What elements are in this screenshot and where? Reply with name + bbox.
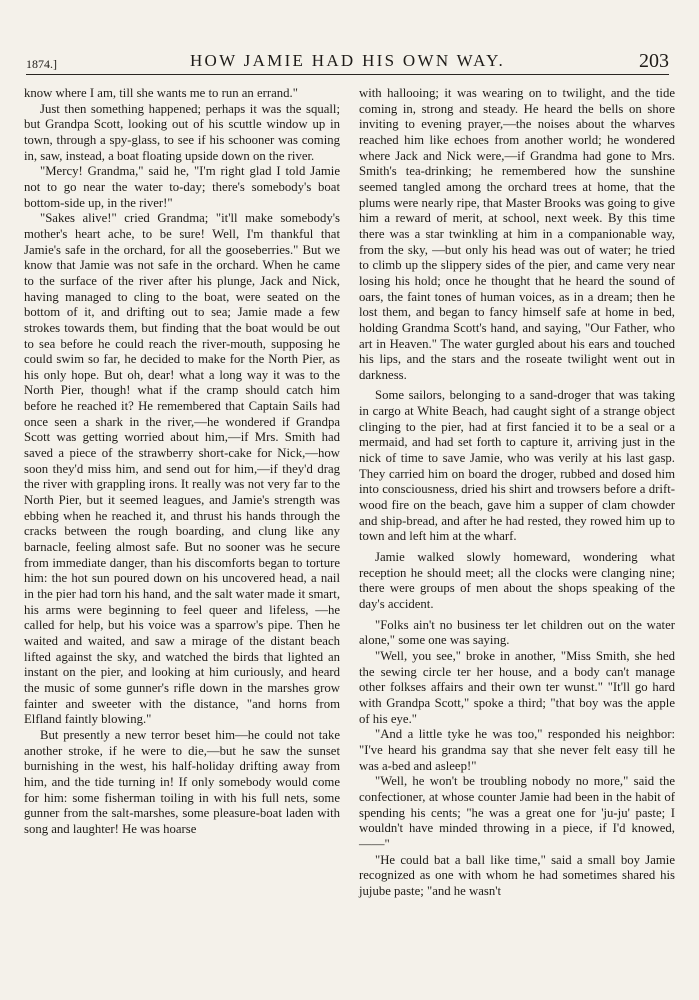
paragraph: "Well, you see," broke in another, "Miss Smith, she hed the sewing circle ter her house, and a body can't manage other folkses affairs and their own ter wunst." "It'll go hard with Grandpa Scott," spoke a third; "that boy was the apple of his eye.": [359, 648, 675, 726]
paragraph: "Sakes alive!" cried Grandma; "it'll make somebody's mother's heart ache, to be sure! Well, I'm thankful that Jamie's safe in the orchard, for all the gooseberries." But we know that Jamie was not safe in the orchard. When he came to the surface of the river after his plunge, Jack and Nick, having managed to cling to the boat, were seated on the bottom of it, and drifting out to sea; Jamie made a few strokes towards them, but finding that the boat would be out to sea before he could reach the river-mouth, supposing he could swim so far, he decided to make for the North Pier, as his only hope. But oh, dear! what a long way it was to the North Pier, though! what if the cramp should catch him before he reached it? He remembered that Captain Sails had once seen a shark in the river,—he wondered if Grandpa Scott was getting worried about him,—if Mrs. Smith had saved a piece of the strawberry short-cake for Nick,—how soon they'd miss him, and send out for him,—if they'd drag the river with grappling irons. It really was not very far to the North Pier, but it seemed leagues, and Jamie's strength was ebbing when he reached it, and thrust his hands through the cracks between the rough boarding, and clung like any barnacle, feeling almost safe. But no sooner was he secure from immediate danger, than his discomforts began to torture him: the hot sun poured down on his uncovered head, a nail in the pier had torn his hand, and the salt water made it smart, his arms were beginning to feel queer and lifeless, —he called for help, but his voice was a sparrow's pipe. Then he waited and waited, and saw a mirage of the distant beach lifted against the sky, and watched the birds that lighted an instant on the pier, and looking at him curiously, and heard the music of some gunner's rifle down in the marshes grow fainter and sweeter with the distance, "and horns from Elfland faintly blowing.": [24, 211, 340, 727]
paragraph: know where I am, till she wants me to run an errand.": [24, 86, 298, 100]
header-title: HOW JAMIE HAD HIS OWN WAY.: [189, 51, 506, 70]
left-column: [24, 86, 340, 838]
paragraph: "He could bat a ball like time," said a small boy Jamie recognized as one with whom he had sometimes shared his jujube paste; "and he wasn't: [359, 852, 675, 898]
running-head: [26, 50, 669, 75]
paragraph: Jamie walked slowly homeward, wondering what reception he should meet; all the clocks were clanging nine; there were groups of men about the shops speaking of the day's accident.: [359, 550, 675, 611]
page-number: 203: [639, 50, 669, 72]
paragraph: "Well, he won't be troubling nobody no more," said the confectioner, at whose counter Jamie had been in the habit of spending his cents; "he was a great one for 'ju-ju' paste; I wouldn't have minded throwing in a piece, if I'd knowed,——": [359, 774, 675, 851]
paragraph: Some sailors, belonging to a sand-droger that was taking in cargo at White Beach, had caught sight of a strange object clinging to the pier, had at first fancied it to be a seal or a mermaid, and had set forth to capture it, arriving just in the nick of time to save Jamie, who was verily at his last gasp. They carried him on board the droger, rubbed and dosed him into consciousness, dried his shirt and trowsers before a drift-wood fire on the beach, gave him a supper of clam chowder and ship-bread, and after he had rested, they rowed him up to town and left him at the wharf.: [359, 388, 675, 544]
right-column: [359, 86, 675, 899]
paragraph: "And a little tyke he was too," responded his neighbor: "I've heard his grandma say that she never felt easy till he was a-bed and asleep!": [359, 727, 675, 773]
paragraph: "Folks ain't no business ter let children out on the water alone," some one was saying.: [359, 617, 675, 648]
paragraph: But presently a new terror beset him—he could not take another stroke, if he were to die,—but he saw the sunset burnishing in the west, his half-holiday drifting away from him, and the tide turning in! If only somebody would come for him: some fisherman toiling in with his full nets, some gunner from the salt-marshes, some pleasure-boat laden with song and laughter! He was hoarse: [24, 727, 340, 836]
header-year: 1874.]: [26, 57, 57, 71]
paragraph: Just then something happened; perhaps it was the squall; but Grandpa Scott, looking out of his scuttle window up in town, through a spy-glass, to see if his schooner was coming in, saw, instead, a boat floating upside down on the river.: [24, 101, 340, 163]
paragraph: "Mercy! Grandma," said he, "I'm right glad I told Jamie not to go near the water to-day; there's somebody's boat bottom-side up, in the river!": [24, 164, 340, 210]
paragraph: with hallooing; it was wearing on to twilight, and the tide coming in, strong and steady. He heard the bells on shore inviting to evening prayer,—the noises about the wharves reached him like echoes from another world; he wondered where Jack and Nick were,—if Grandma had gone to Mrs. Smith's tea-drinking; he remembered how the sunshine seemed tangled among the orchard trees at home, that the plums were nearly ripe, that Master Brooks was going to give him a reward of merit, at school, next week. By this time there was a star twinkling at him in a companionable way, from the sky, —but only his head was out of water; he tried to climb up the slippery sides of the pier, and came very near losing his hold; once he thought that he heard the sound of oars, the faint tones of human voices, as in a dream; then he lost them, and began to fancy himself safe at home in bed, holding Grandma Scott's hand, and saying, "Our Father, who art in Heaven." The water gurgled about his ears and touched his lips, and the stars and the roseate twilight went out in darkness.: [359, 86, 675, 382]
